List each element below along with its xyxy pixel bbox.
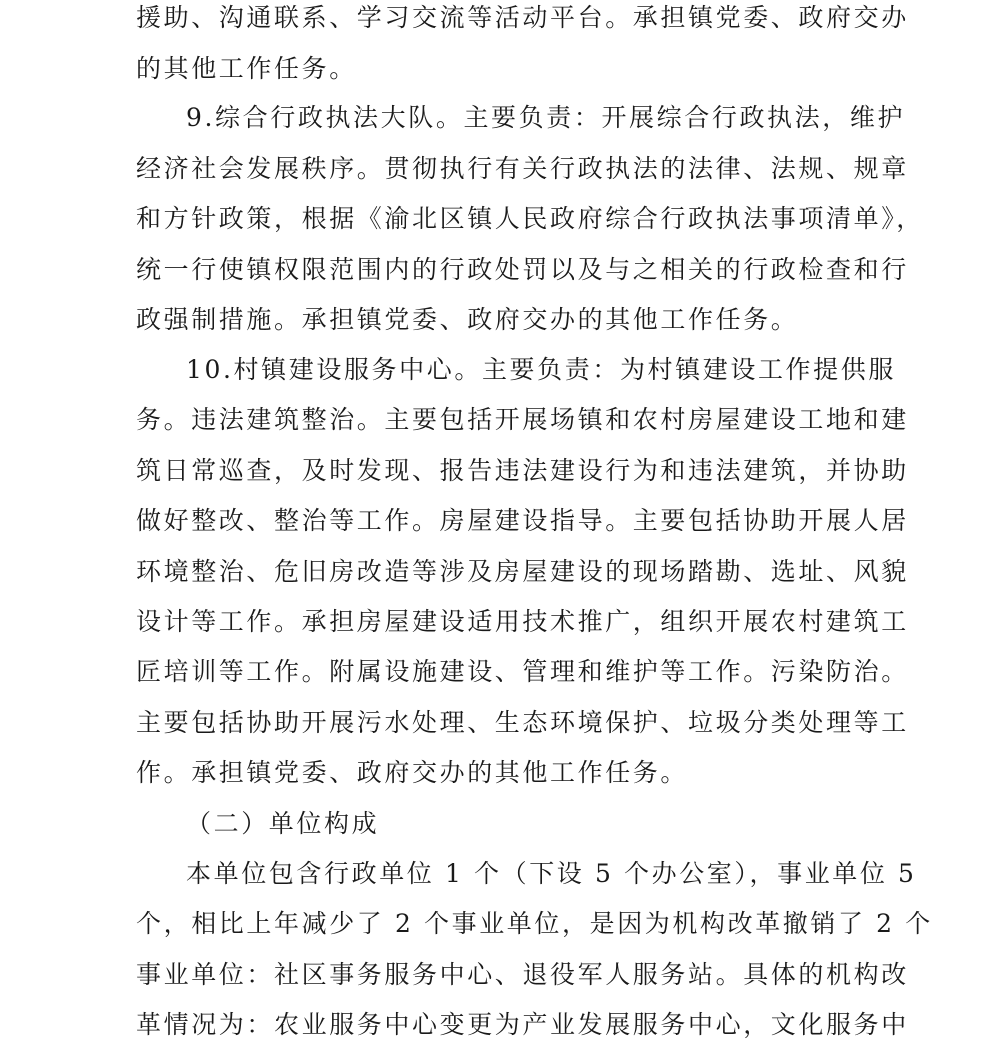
section-heading: （二）单位构成 (186, 809, 380, 838)
body-text-line: 设计等工作。承担房屋建设适用技术推广，组织开展农村建筑工 (136, 607, 909, 636)
body-text-line: 主要包括协助开展污水处理、生态环境保护、垃圾分类处理等工 (136, 708, 909, 737)
body-text-line: 经济社会发展秩序。贯彻执行有关行政执法的法律、法规、规章 (136, 154, 909, 183)
body-text-line: 做好整改、整治等工作。房屋建设指导。主要包括协助开展人居 (136, 506, 909, 535)
body-text-line: 援助、沟通联系、学习交流等活动平台。承担镇党委、政府交办 (136, 3, 909, 32)
body-text-line: 环境整治、危旧房改造等涉及房屋建设的现场踏勘、选址、风貌 (136, 557, 909, 586)
paragraph-9-first-line: 9.综合行政执法大队。主要负责：开展综合行政执法，维护 (186, 103, 906, 132)
body-text-line: 政强制措施。承担镇党委、政府交办的其他工作任务。 (136, 305, 799, 334)
body-text-line: 作。承担镇党委、政府交办的其他工作任务。 (136, 758, 689, 787)
body-text-line: 的其他工作任务。 (136, 54, 357, 83)
body-text-line: 个，相比上年减少了 2 个事业单位，是因为机构改革撤销了 2 个 (136, 909, 933, 938)
body-text-line: 匠培训等工作。附属设施建设、管理和维护等工作。污染防治。 (136, 657, 909, 686)
paragraph-11-first-line: 本单位包含行政单位 1 个（下设 5 个办公室），事业单位 5 (186, 859, 917, 888)
body-text-line: 务。违法建筑整治。主要包括开展场镇和农村房屋建设工地和建 (136, 405, 909, 434)
body-text-line: 和方针政策，根据《渝北区镇人民政府综合行政执法事项清单》， (136, 204, 924, 233)
body-text-line: 筑日常巡查，及时发现、报告违法建设行为和违法建筑，并协助 (136, 456, 909, 485)
body-text-line: 革情况为：农业服务中心变更为产业发展服务中心，文化服务中 (136, 1010, 909, 1039)
body-text-line: 统一行使镇权限范围内的行政处罚以及与之相关的行政检查和行 (136, 255, 909, 284)
paragraph-10-first-line: 10.村镇建设服务中心。主要负责：为村镇建设工作提供服 (186, 355, 896, 384)
body-text-line: 事业单位：社区事务服务中心、退役军人服务站。具体的机构改 (136, 960, 909, 989)
